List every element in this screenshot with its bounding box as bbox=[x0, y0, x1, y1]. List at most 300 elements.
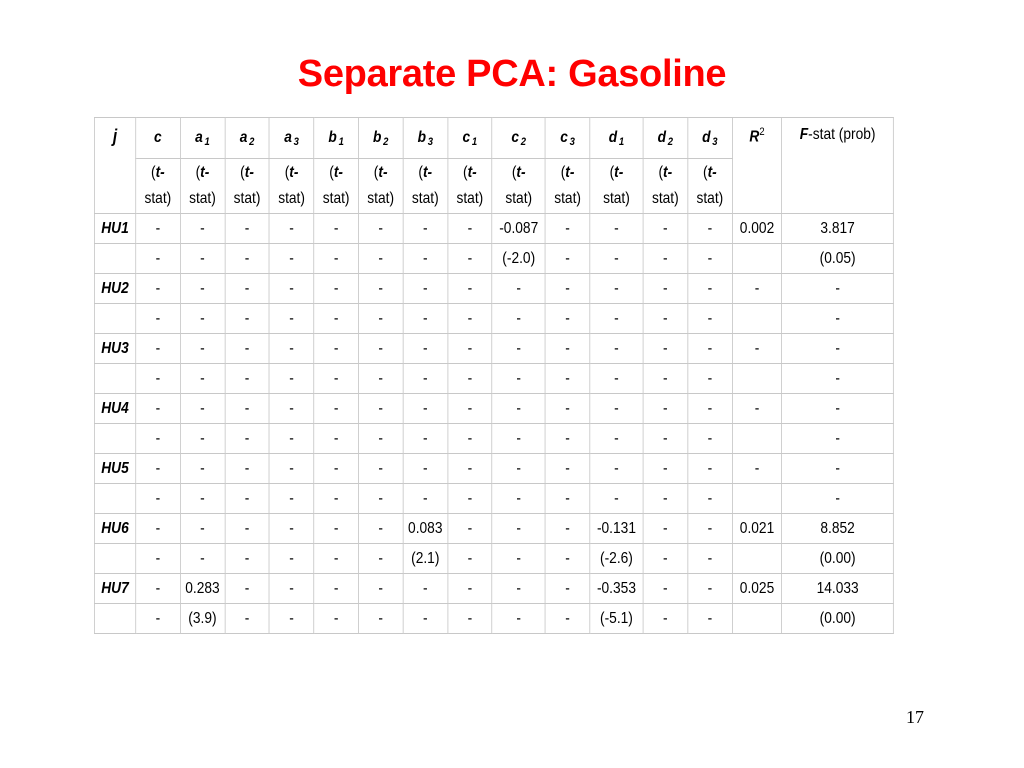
tstat-cell: - bbox=[136, 544, 181, 574]
header-tstat-4 bbox=[314, 159, 359, 214]
coef-cell: - bbox=[492, 274, 545, 304]
header-tstat-10 bbox=[590, 159, 643, 214]
coef-cell: - bbox=[180, 454, 225, 484]
tstat-cell: - bbox=[358, 364, 403, 394]
tstat-open: ( bbox=[560, 164, 566, 181]
coef-cell: - bbox=[225, 394, 270, 424]
tstat-dash: - bbox=[712, 164, 717, 181]
header-f-letter: F bbox=[799, 126, 809, 143]
tstat-cell: - bbox=[545, 244, 590, 274]
tstat-cell: - bbox=[314, 604, 359, 634]
fstat-cell: - bbox=[782, 274, 893, 304]
header-coef-subscript: 3 bbox=[569, 136, 575, 148]
coef-cell: - bbox=[688, 334, 733, 364]
tstat-cell: - bbox=[448, 244, 493, 274]
coef-cell: - bbox=[688, 394, 733, 424]
coef-cell: - bbox=[136, 574, 181, 604]
header-coef-1 bbox=[180, 118, 225, 159]
tstat-cell: - bbox=[590, 304, 643, 334]
tstat-close: stat) bbox=[322, 190, 350, 207]
tstat-cell: - bbox=[448, 364, 493, 394]
header-tstat-11 bbox=[643, 159, 688, 214]
tstat-cell: - bbox=[403, 424, 448, 454]
prob-cell: (0.00) bbox=[782, 544, 893, 574]
coef-cell: - bbox=[314, 394, 359, 424]
tstat-cell: - bbox=[492, 604, 545, 634]
fstat-cell: 8.852 bbox=[782, 514, 893, 544]
header-coef-6 bbox=[403, 118, 448, 159]
header-row-symbols bbox=[94, 118, 893, 159]
tstat-open: ( bbox=[511, 164, 517, 181]
r2-cell: - bbox=[732, 394, 782, 424]
tstat-cell: - bbox=[448, 604, 493, 634]
tstat-cell: - bbox=[314, 424, 359, 454]
tstat-open: ( bbox=[195, 164, 201, 181]
tstat-cell: - bbox=[358, 604, 403, 634]
tstat-open: ( bbox=[329, 164, 334, 181]
tstat-dash: - bbox=[249, 164, 254, 181]
r2-cell-empty bbox=[732, 604, 782, 634]
tstat-close: stat) bbox=[456, 190, 484, 207]
tstat-cell: - bbox=[180, 364, 225, 394]
tstat-cell: - bbox=[358, 304, 403, 334]
header-tstat-5 bbox=[358, 159, 403, 214]
tstat-open: ( bbox=[658, 164, 664, 181]
header-tstat-7 bbox=[448, 159, 493, 214]
tstat-t: t bbox=[155, 164, 161, 181]
tstat-close: stat) bbox=[603, 190, 630, 207]
tstat-cell: - bbox=[688, 604, 733, 634]
header-coef-subscript: 1 bbox=[204, 136, 210, 148]
tstat-cell: - bbox=[643, 364, 688, 394]
tstat-cell: - bbox=[403, 364, 448, 394]
tstat-t: t bbox=[244, 164, 250, 181]
tstat-cell: - bbox=[448, 544, 493, 574]
coef-cell: - bbox=[358, 454, 403, 484]
header-tstat-9 bbox=[545, 159, 590, 214]
coef-cell: - bbox=[492, 334, 545, 364]
tstat-cell: - bbox=[225, 304, 270, 334]
tstat-cell: (-2.0) bbox=[492, 244, 545, 274]
coef-cell: - bbox=[403, 394, 448, 424]
header-coef-letter: a bbox=[195, 129, 203, 146]
coef-cell: 0.083 bbox=[403, 514, 448, 544]
header-coef-8 bbox=[492, 118, 545, 159]
coef-cell: - bbox=[269, 274, 314, 304]
coef-cell: - bbox=[314, 514, 359, 544]
tstat-t: t bbox=[422, 164, 428, 181]
table-row-tstat bbox=[94, 484, 893, 514]
coef-cell: - bbox=[448, 514, 493, 544]
coef-cell: - bbox=[590, 334, 643, 364]
header-coef-subscript: 3 bbox=[712, 136, 718, 148]
coef-cell: - bbox=[269, 454, 314, 484]
coef-cell: - bbox=[403, 454, 448, 484]
coef-cell: - bbox=[590, 394, 643, 424]
coef-cell: - bbox=[180, 334, 225, 364]
tstat-dash: - bbox=[667, 164, 673, 181]
tstat-cell: - bbox=[590, 424, 643, 454]
tstat-cell: - bbox=[269, 424, 314, 454]
coef-cell: - bbox=[314, 454, 359, 484]
fstat-cell: - bbox=[782, 454, 893, 484]
tstat-cell: - bbox=[590, 364, 643, 394]
header-coef-letter: b bbox=[328, 129, 337, 146]
tstat-cell: - bbox=[269, 364, 314, 394]
coef-cell: -0.087 bbox=[492, 214, 545, 244]
coef-cell: - bbox=[448, 574, 493, 604]
header-coef-letter: b bbox=[372, 129, 382, 146]
header-f-rest: -stat (prob) bbox=[808, 126, 876, 143]
header-coef-letter: a bbox=[284, 129, 292, 146]
tstat-cell: - bbox=[314, 364, 359, 394]
coef-cell: - bbox=[225, 514, 270, 544]
tstat-cell: - bbox=[643, 544, 688, 574]
coef-cell: - bbox=[492, 574, 545, 604]
table-row-coef bbox=[94, 274, 893, 304]
tstat-cell: - bbox=[180, 424, 225, 454]
r2-cell-empty bbox=[732, 544, 782, 574]
header-coef-letter: d bbox=[702, 129, 711, 146]
row-label-empty bbox=[94, 304, 135, 334]
r2-cell-empty bbox=[732, 484, 782, 514]
tstat-close: stat) bbox=[189, 190, 216, 207]
header-coef-letter: c bbox=[462, 129, 471, 146]
tstat-close: stat) bbox=[367, 190, 395, 207]
r2-cell-empty bbox=[732, 364, 782, 394]
coef-cell: - bbox=[269, 574, 314, 604]
fstat-cell: - bbox=[782, 334, 893, 364]
coef-cell: - bbox=[590, 214, 643, 244]
tstat-open: ( bbox=[240, 164, 245, 181]
row-label-empty bbox=[94, 484, 135, 514]
coef-cell: - bbox=[643, 454, 688, 484]
header-coef-subscript: 3 bbox=[427, 136, 433, 148]
tstat-t: t bbox=[200, 164, 205, 181]
coef-cell: - bbox=[180, 214, 225, 244]
tstat-cell: - bbox=[688, 244, 733, 274]
prob-cell: - bbox=[782, 304, 893, 334]
tstat-cell: - bbox=[269, 544, 314, 574]
row-label-empty bbox=[94, 364, 135, 394]
results-table bbox=[94, 117, 894, 634]
tstat-cell: - bbox=[448, 484, 493, 514]
tstat-cell: - bbox=[225, 544, 270, 574]
coef-cell: - bbox=[136, 274, 181, 304]
header-coef-subscript: 1 bbox=[471, 136, 478, 148]
tstat-cell: - bbox=[180, 544, 225, 574]
tstat-cell: - bbox=[403, 604, 448, 634]
header-coef-letter: c bbox=[560, 129, 568, 146]
coef-cell: - bbox=[269, 334, 314, 364]
tstat-cell: - bbox=[136, 364, 181, 394]
coef-cell: - bbox=[492, 514, 545, 544]
table-row-coef bbox=[94, 334, 893, 364]
r2-cell: - bbox=[732, 274, 782, 304]
coef-cell: - bbox=[545, 274, 590, 304]
tstat-dash: - bbox=[521, 164, 526, 181]
tstat-cell: - bbox=[225, 484, 270, 514]
tstat-cell: - bbox=[688, 364, 733, 394]
tstat-dash: - bbox=[293, 164, 299, 181]
tstat-cell: - bbox=[358, 424, 403, 454]
header-coef-letter: b bbox=[417, 129, 426, 146]
tstat-cell: - bbox=[225, 424, 270, 454]
tstat-dash: - bbox=[382, 164, 388, 181]
row-label: HU7 bbox=[94, 574, 135, 604]
coef-cell: - bbox=[358, 334, 403, 364]
r2-cell: 0.025 bbox=[732, 574, 782, 604]
tstat-open: ( bbox=[703, 164, 708, 181]
header-r2-letter: R bbox=[749, 128, 760, 146]
tstat-open: ( bbox=[609, 164, 615, 181]
coef-cell: - bbox=[269, 514, 314, 544]
r2-cell: - bbox=[732, 454, 782, 484]
tstat-cell: - bbox=[545, 604, 590, 634]
coef-cell: - bbox=[492, 454, 545, 484]
coef-cell: - bbox=[545, 454, 590, 484]
table-row-tstat bbox=[94, 364, 893, 394]
tstat-cell: - bbox=[688, 424, 733, 454]
coef-cell: - bbox=[492, 394, 545, 424]
coef-cell: - bbox=[136, 214, 181, 244]
coef-cell: - bbox=[136, 514, 181, 544]
coef-cell: - bbox=[448, 274, 493, 304]
coef-cell: - bbox=[448, 334, 493, 364]
tstat-close: stat) bbox=[651, 190, 679, 207]
row-label-empty bbox=[94, 244, 135, 274]
coef-cell: - bbox=[643, 214, 688, 244]
coef-cell: - bbox=[448, 394, 493, 424]
fstat-cell: 14.033 bbox=[782, 574, 893, 604]
tstat-cell: - bbox=[492, 544, 545, 574]
tstat-cell: - bbox=[358, 484, 403, 514]
row-label-empty bbox=[94, 424, 135, 454]
header-coef-10 bbox=[590, 118, 643, 159]
tstat-cell: - bbox=[136, 304, 181, 334]
prob-cell: (0.00) bbox=[782, 604, 893, 634]
tstat-cell: - bbox=[688, 484, 733, 514]
header-j: j bbox=[94, 118, 135, 214]
header-coef-0 bbox=[136, 118, 181, 159]
coef-cell: - bbox=[225, 574, 270, 604]
header-coef-subscript: 2 bbox=[383, 136, 389, 148]
results-table-wrapper bbox=[94, 117, 1024, 634]
tstat-close: stat) bbox=[233, 190, 261, 207]
header-coef-subscript: 2 bbox=[667, 136, 674, 148]
tstat-cell: - bbox=[643, 304, 688, 334]
tstat-close: stat) bbox=[696, 190, 724, 207]
coef-cell: - bbox=[688, 454, 733, 484]
header-coef-9 bbox=[545, 118, 590, 159]
r2-cell: - bbox=[732, 334, 782, 364]
coef-cell: - bbox=[314, 574, 359, 604]
tstat-cell: - bbox=[545, 484, 590, 514]
coef-cell: - bbox=[448, 454, 493, 484]
coef-cell: 0.283 bbox=[180, 574, 225, 604]
header-coef-4 bbox=[314, 118, 359, 159]
coef-cell: - bbox=[180, 394, 225, 424]
prob-cell: - bbox=[782, 424, 893, 454]
coef-cell: - bbox=[545, 214, 590, 244]
tstat-cell: - bbox=[492, 304, 545, 334]
tstat-cell: - bbox=[492, 364, 545, 394]
tstat-cell: - bbox=[492, 424, 545, 454]
tstat-open: ( bbox=[373, 164, 379, 181]
tstat-cell: - bbox=[180, 244, 225, 274]
tstat-cell: - bbox=[314, 484, 359, 514]
table-row-tstat bbox=[94, 304, 893, 334]
header-tstat-2 bbox=[225, 159, 270, 214]
header-tstat-3 bbox=[269, 159, 314, 214]
tstat-cell: - bbox=[590, 484, 643, 514]
tstat-cell: - bbox=[545, 424, 590, 454]
tstat-dash: - bbox=[427, 164, 433, 181]
tstat-t: t bbox=[333, 164, 339, 181]
table-row-tstat bbox=[94, 244, 893, 274]
prob-cell: (0.05) bbox=[782, 244, 893, 274]
tstat-cell: - bbox=[136, 424, 181, 454]
table-row-tstat bbox=[94, 544, 893, 574]
header-tstat-8 bbox=[492, 159, 545, 214]
tstat-cell: - bbox=[269, 304, 314, 334]
row-label: HU1 bbox=[94, 214, 135, 244]
header-coef-12 bbox=[688, 118, 733, 159]
header-coef-7 bbox=[448, 118, 493, 159]
coef-cell: - bbox=[358, 574, 403, 604]
row-label-empty bbox=[94, 604, 135, 634]
header-coef-3 bbox=[269, 118, 314, 159]
coef-cell: - bbox=[225, 454, 270, 484]
coef-cell: - bbox=[358, 394, 403, 424]
tstat-cell: - bbox=[225, 364, 270, 394]
tstat-cell: - bbox=[448, 424, 493, 454]
tstat-close: stat) bbox=[144, 190, 172, 207]
coef-cell: - bbox=[314, 214, 359, 244]
row-label: HU5 bbox=[94, 454, 135, 484]
header-coef-5 bbox=[358, 118, 403, 159]
row-label: HU3 bbox=[94, 334, 135, 364]
coef-cell: - bbox=[545, 514, 590, 544]
coef-cell: - bbox=[136, 454, 181, 484]
header-coef-subscript: 3 bbox=[293, 136, 299, 148]
tstat-cell: - bbox=[403, 304, 448, 334]
coef-cell: - bbox=[643, 574, 688, 604]
coef-cell: - bbox=[358, 514, 403, 544]
prob-cell: - bbox=[782, 484, 893, 514]
table-row-coef bbox=[94, 454, 893, 484]
r2-cell-empty bbox=[732, 244, 782, 274]
coef-cell: - bbox=[643, 514, 688, 544]
tstat-cell: - bbox=[688, 304, 733, 334]
tstat-cell: (-2.6) bbox=[590, 544, 643, 574]
tstat-open: ( bbox=[150, 164, 156, 181]
fstat-cell: 3.817 bbox=[782, 214, 893, 244]
header-coef-letter: d bbox=[608, 129, 618, 146]
coef-cell: - bbox=[269, 394, 314, 424]
r2-cell-empty bbox=[732, 304, 782, 334]
header-coef-11 bbox=[643, 118, 688, 159]
coef-cell: - bbox=[403, 214, 448, 244]
tstat-cell: - bbox=[643, 424, 688, 454]
coef-cell: - bbox=[688, 574, 733, 604]
header-tstat-0 bbox=[136, 159, 181, 214]
tstat-cell: - bbox=[358, 244, 403, 274]
coef-cell: - bbox=[545, 334, 590, 364]
tstat-cell: - bbox=[688, 544, 733, 574]
tstat-cell: - bbox=[545, 304, 590, 334]
tstat-close: stat) bbox=[554, 190, 581, 207]
coef-cell: - bbox=[314, 274, 359, 304]
tstat-cell: - bbox=[225, 604, 270, 634]
tstat-close: stat) bbox=[411, 190, 439, 207]
tstat-dash: - bbox=[338, 164, 344, 181]
tstat-dash: - bbox=[204, 164, 210, 181]
tstat-t: t bbox=[516, 164, 522, 181]
tstat-cell: - bbox=[136, 244, 181, 274]
tstat-dash: - bbox=[472, 164, 477, 181]
tstat-open: ( bbox=[462, 164, 468, 181]
tstat-cell: - bbox=[314, 244, 359, 274]
header-r2-superscript: 2 bbox=[759, 126, 765, 138]
table-row-coef bbox=[94, 214, 893, 244]
tstat-cell: - bbox=[545, 544, 590, 574]
r2-cell-empty bbox=[732, 424, 782, 454]
tstat-cell: - bbox=[269, 484, 314, 514]
tstat-close: stat) bbox=[278, 190, 305, 207]
table-row-coef bbox=[94, 574, 893, 604]
coef-cell: - bbox=[590, 454, 643, 484]
tstat-close: stat) bbox=[505, 190, 533, 207]
coef-cell: - bbox=[225, 274, 270, 304]
tstat-t: t bbox=[707, 164, 713, 181]
tstat-t: t bbox=[565, 164, 570, 181]
coef-cell: - bbox=[545, 574, 590, 604]
coef-cell: - bbox=[269, 214, 314, 244]
tstat-cell: - bbox=[314, 304, 359, 334]
row-label: HU2 bbox=[94, 274, 135, 304]
tstat-cell: - bbox=[180, 304, 225, 334]
tstat-cell: - bbox=[269, 244, 314, 274]
header-r2 bbox=[732, 118, 782, 214]
coef-cell: - bbox=[643, 394, 688, 424]
coef-cell: - bbox=[358, 214, 403, 244]
header-coef-2 bbox=[225, 118, 270, 159]
tstat-cell: - bbox=[643, 484, 688, 514]
coef-cell: -0.353 bbox=[590, 574, 643, 604]
tstat-cell: - bbox=[225, 244, 270, 274]
coef-cell: - bbox=[403, 574, 448, 604]
header-coef-subscript: 1 bbox=[338, 136, 344, 148]
row-label: HU4 bbox=[94, 394, 135, 424]
tstat-t: t bbox=[378, 164, 383, 181]
tstat-cell: - bbox=[403, 484, 448, 514]
tstat-cell: - bbox=[545, 364, 590, 394]
coef-cell: - bbox=[545, 394, 590, 424]
header-coef-subscript: 2 bbox=[520, 136, 527, 148]
header-tstat-6 bbox=[403, 159, 448, 214]
tstat-cell: (2.1) bbox=[403, 544, 448, 574]
header-tstat-12 bbox=[688, 159, 733, 214]
coef-cell: - bbox=[136, 394, 181, 424]
r2-cell: 0.002 bbox=[732, 214, 782, 244]
tstat-open: ( bbox=[418, 164, 423, 181]
r2-cell: 0.021 bbox=[732, 514, 782, 544]
coef-cell: - bbox=[590, 274, 643, 304]
table-row-tstat bbox=[94, 604, 893, 634]
tstat-cell: (-5.1) bbox=[590, 604, 643, 634]
tstat-cell: - bbox=[448, 304, 493, 334]
